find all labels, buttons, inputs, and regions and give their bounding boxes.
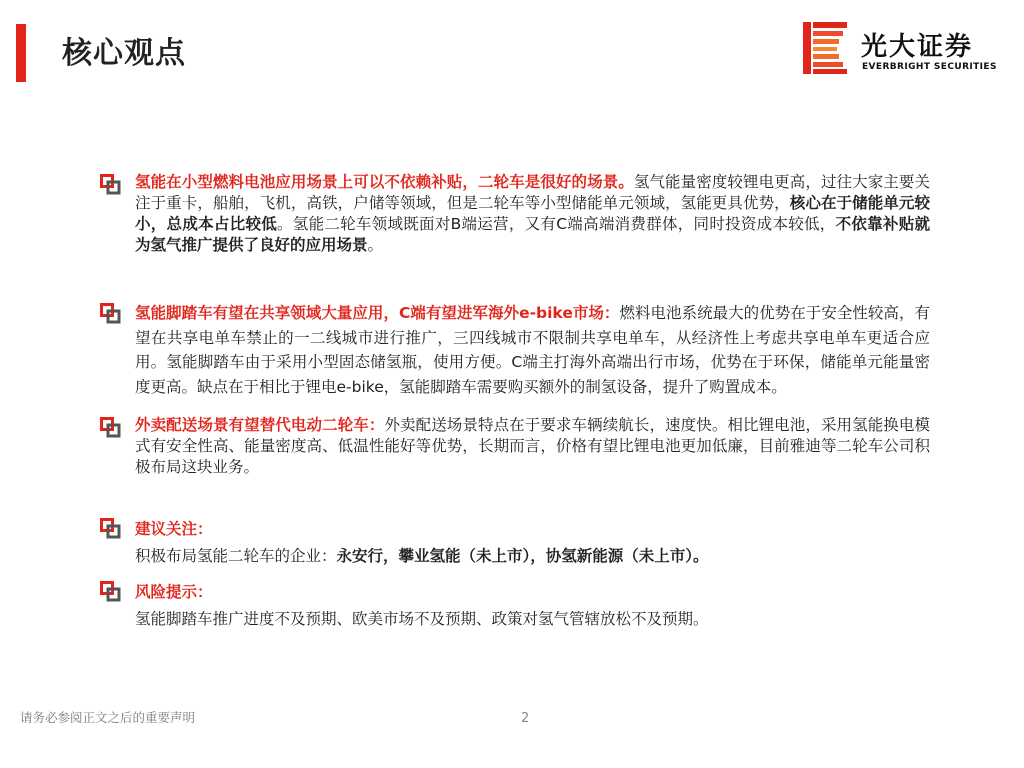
everbright-logo — [803, 22, 1003, 78]
key-point — [100, 579, 930, 633]
point-highlight: 氢能在小型燃料电池应用场景上可以不依赖补贴，二轮车是很好的场景。 — [135, 173, 634, 191]
point-emphasis: 不依靠补贴就为氢气推广提供了良好的应用场景 — [135, 215, 930, 254]
key-point — [100, 516, 930, 570]
bullet-square-icon — [100, 174, 122, 196]
point-highlight: 风险提示： — [135, 583, 213, 601]
point-emphasis: 永安行，攀业氢能（未上市），协氢新能源（未上市） — [336, 547, 694, 565]
logo-chinese-name: 光大证券 — [861, 32, 974, 62]
page-number: 2 — [521, 711, 530, 726]
title-accent-bar — [16, 24, 26, 82]
key-points — [100, 172, 930, 633]
key-point — [100, 301, 930, 399]
disclaimer-note: 请务必参阅正文之后的重要声明 — [20, 710, 196, 725]
key-point — [100, 172, 930, 256]
point-emphasis: 核心在于储能单元较小，总成本占比较低 — [135, 194, 930, 233]
point-text: 。氢能二轮车领域既面对B端运营，又有C端高端消费群体，同时投资成本较低， — [277, 215, 836, 233]
bullet-square-icon — [100, 518, 122, 540]
point-text: 燃料电池系统最大的优势在于安全性较高，有望在共享电单车禁止的一二线城市进行推广，三四线城市不限制共享电单车，从经济性上考虑共享电单车更适合应用。氢能脚踏车由于采用小型固态储氢瓶，使用方便。C端主打海外高端出行市场，优势在于环保，储能单元能量密度更高。缺点在于相比于锂电e-bike，氢能脚踏车需要购买额外的制氢设备，提升了购置成本。 — [135, 304, 930, 396]
page-title: 核心观点 — [62, 36, 186, 71]
bullet-square-icon — [100, 303, 122, 325]
point-highlight: 建议关注： — [135, 520, 213, 538]
point-text: 。 — [693, 547, 709, 565]
bullet-square-icon — [100, 417, 122, 439]
point-text: 积极布局氢能二轮车的企业： — [135, 547, 337, 565]
point-text: 外卖配送场景特点在于要求车辆续航长，速度快。相比锂电池，采用氢能换电模式有安全性高、能量密度高、低温性能好等优势，长期而言，价格有望比锂电池更加低廉，目前雅迪等二轮车公司积极布局这块业务。 — [135, 416, 930, 476]
point-text: 氢能脚踏车推广进度不及预期、欧美市场不及预期、政策对氢气管辖放松不及预期。 — [135, 610, 709, 628]
point-text: 氢气能量密度较锂电更高，过往大家主要关注于重卡，船舶，飞机，高铁，户储等领域，但是二轮车等小型储能单元领域，氢能更具优势， — [135, 173, 930, 212]
point-highlight: 外卖配送场景有望替代电动二轮车： — [135, 416, 385, 434]
point-text: 。 — [367, 236, 384, 254]
logo-english-name: EVERBRIGHT SECURITIES — [862, 62, 997, 72]
bullet-square-icon — [100, 581, 122, 603]
everbright-logo-mark — [803, 22, 847, 74]
point-highlight: 氢能脚踏车有望在共享领域大量应用，C端有望进军海外e-bike市场： — [135, 304, 620, 322]
key-point — [100, 415, 930, 478]
